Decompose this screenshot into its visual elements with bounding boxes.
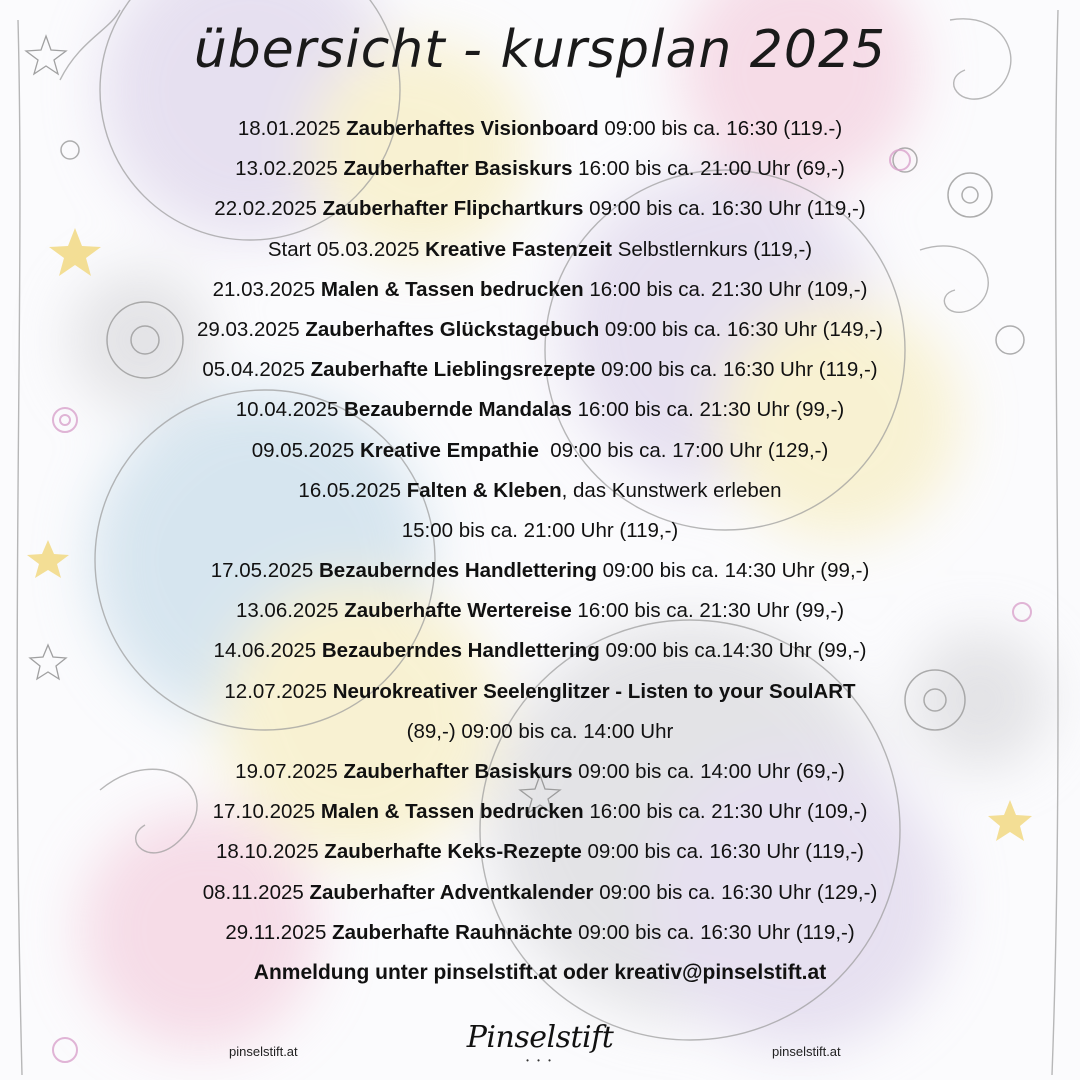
course-name: Zauberhafter Basiskurs [343,760,573,783]
course-row [60,631,1020,671]
course-name: Falten & Kleben [406,478,562,502]
course-date: 17.05.2025 [210,559,319,583]
course-name: Neurokreativer Seelenglitzer - Listen to your SoulART [332,679,856,703]
course-row [60,752,1020,792]
course-date: 18.10.2025 [216,840,325,864]
course-row [60,792,1020,832]
course-name: Kreative Empathie [359,438,539,462]
course-details: 09:00 bis ca. 16:30 Uhr (119,-) [595,358,878,382]
course-row [60,189,1020,229]
course-row [60,390,1020,430]
course-date: 13.02.2025 [235,157,344,181]
course-row [60,471,1020,511]
course-date: 29.03.2025 [197,317,306,341]
course-row [60,270,1020,310]
course-name: Zauberhafter Basiskurs [343,157,573,181]
course-date: 19.07.2025 [235,760,344,783]
course-name: Bezauberndes Handlettering [321,639,600,663]
course-date: 16.05.2025 [298,478,407,502]
course-row [60,832,1020,872]
course-date: 21.03.2025 [212,277,321,301]
course-date: 13.06.2025 [235,599,345,623]
course-date: 18.01.2025 [237,117,347,140]
course-date: 14.06.2025 [213,639,322,663]
footer-website-right: pinselstift.at [772,1044,841,1059]
course-row [60,551,1020,591]
course-name: Zauberhafte Wertereise [344,599,572,623]
course-details: 16:00 bis ca. 21:30 Uhr (99,-) [571,398,845,422]
course-details: 09:00 bis ca. 17:00 Uhr (129,-) [538,438,829,462]
course-details: 09:00 bis ca. 16:30 (119.-) [598,117,843,140]
course-name: Zauberhafter Adventkalender [309,880,594,904]
course-row [60,672,1020,712]
course-date: 17.10.2025 [212,800,321,824]
brand-logo: Pinselstift [466,1020,614,1055]
course-details: 09:00 bis ca.14:30 Uhr (99,-) [599,639,867,663]
course-name: Bezauberndes Handlettering [319,559,597,583]
course-row [60,230,1020,270]
page-title: übersicht - kursplan 2025 [193,20,887,80]
logo-decoration-icon: • • • [526,1056,554,1065]
course-date: 09.05.2025 [251,438,360,462]
course-name: Zauberhafte Keks-Rezepte [324,840,582,864]
course-details: 09:00 bis ca. 16:30 Uhr (119,-) [583,197,866,221]
course-date: 12.07.2025 [224,679,333,703]
course-row [60,591,1020,631]
course-date: 08.11.2025 [202,880,310,904]
course-date: 15:00 bis ca. 21:00 Uhr (119,-) [401,518,679,542]
course-row [60,511,1020,551]
course-date: 22.02.2025 [214,197,323,221]
course-details: 16:00 bis ca. 21:30 Uhr (109,-) [583,277,868,301]
course-details: 16:00 bis ca. 21:00 Uhr (69,-) [572,157,845,181]
course-name: Zauberhaftes Glückstagebuch [305,317,600,341]
course-row [60,431,1020,471]
course-details: Selbstlernkurs (119,-) [612,237,813,261]
course-row [60,350,1020,390]
course-name: Malen & Tassen bedrucken [320,277,584,301]
course-row [60,712,1020,752]
course-date: (89,-) 09:00 bis ca. 14:00 Uhr [406,719,674,743]
signup-line: Anmeldung unter pinselstift.at oder kreativ@pinselstift.at [253,961,827,984]
course-date: 10.04.2025 [235,398,345,422]
course-row [60,149,1020,189]
course-name: Kreative Fastenzeit [425,237,612,261]
course-details: 09:00 bis ca. 14:00 Uhr (69,-) [572,760,845,783]
course-row [60,109,1020,149]
course-date: Start 05.03.2025 [267,237,426,261]
course-details: 09:00 bis ca. 16:30 Uhr (149,-) [599,317,883,341]
course-details: 09:00 bis ca. 16:30 Uhr (119,-) [572,920,855,944]
course-details: 09:00 bis ca. 16:30 Uhr (129,-) [593,880,878,904]
course-name: Malen & Tassen bedrucken [320,800,584,824]
course-date: 05.04.2025 [202,358,311,382]
course-name: Zauberhafter Flipchartkurs [322,197,584,221]
course-row [60,310,1020,350]
course-row [60,913,1020,953]
course-row [60,873,1020,913]
course-name: Zauberhafte Rauhnächte [332,920,573,944]
course-details: 16:00 bis ca. 21:30 Uhr (109,-) [583,800,868,824]
course-name: Bezaubernde Mandalas [344,398,572,422]
course-name: Zauberhafte Lieblingsrezepte [310,358,596,382]
course-details: , das Kunstwerk erleben [561,478,782,502]
course-list [60,109,1020,953]
course-date: 29.11.2025 [225,920,333,944]
course-name: Zauberhaftes Visionboard [346,117,599,140]
footer-website-left: pinselstift.at [229,1044,298,1059]
course-details: 16:00 bis ca. 21:30 Uhr (99,-) [571,599,845,623]
course-details: 09:00 bis ca. 14:30 Uhr (99,-) [596,559,870,583]
course-details: 09:00 bis ca. 16:30 Uhr (119,-) [581,840,864,864]
